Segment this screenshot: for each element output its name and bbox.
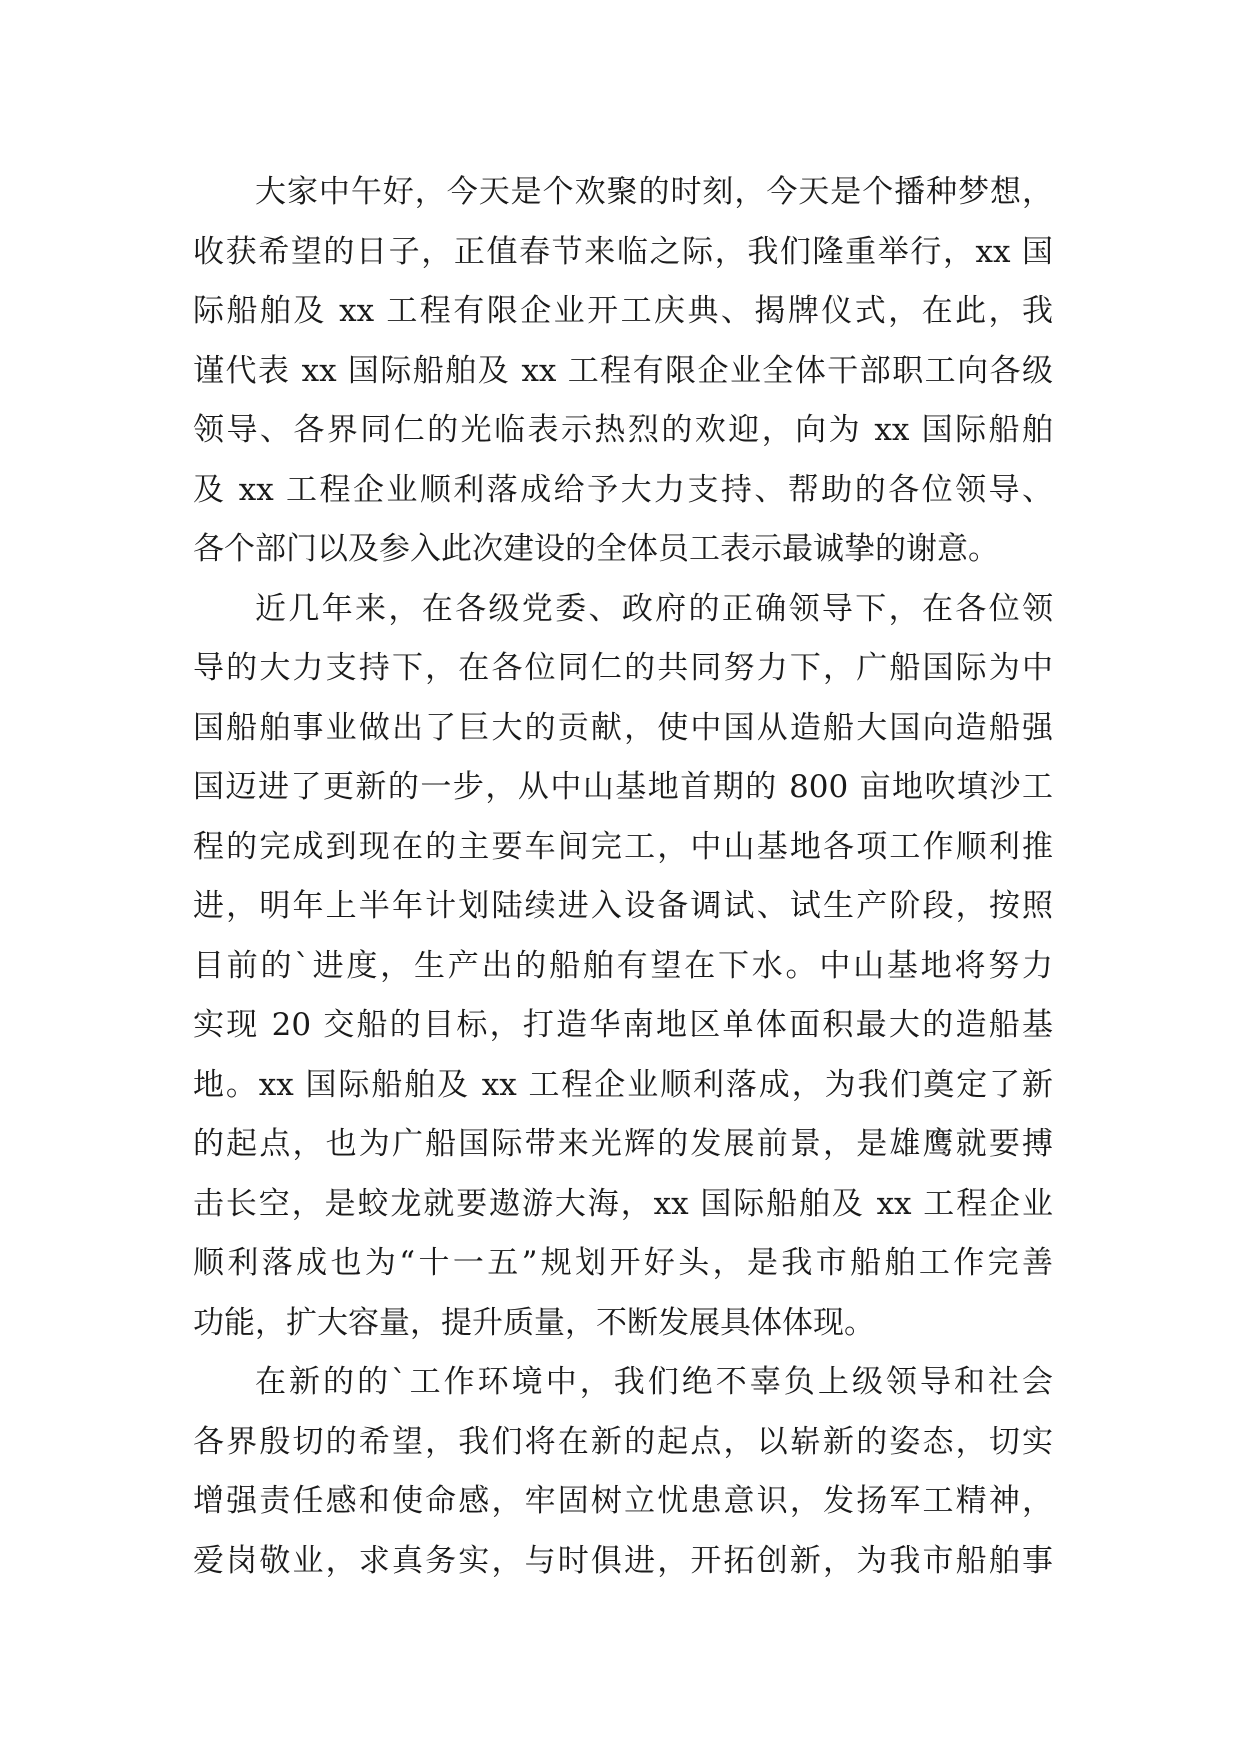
text-line: 导的大力支持下，在各位同仁的共同努力下，广船国际为中 bbox=[193, 650, 1053, 686]
text-line: 国船舶事业做出了巨大的贡献，使中国从造船大国向造船强 bbox=[193, 709, 1053, 746]
text-line: 收获希望的日子，正值春节来临之际，我们隆重举行，xx 国 bbox=[193, 233, 1053, 270]
document-body bbox=[193, 163, 1053, 1591]
text-line: 地。xx 国际船舶及 xx 工程企业顺利落成，为我们奠定了新 bbox=[193, 1066, 1053, 1103]
text-line: 大家中午好，今天是个欢聚的时刻，今天是个播种梦想， bbox=[255, 174, 1053, 210]
text-line: 各个部门以及参入此次建设的全体员工表示最诚挚的谢意。 bbox=[193, 531, 999, 567]
text-line: 顺利落成也为“十一五”规划开好头，是我市船舶工作完善 bbox=[193, 1245, 1053, 1281]
text-line: 目前的`进度，生产出的船舶有望在下水。中山基地将努力 bbox=[193, 947, 1053, 984]
text-line: 谨代表 xx 国际船舶及 xx 工程有限企业全体干部职工向各级 bbox=[193, 352, 1053, 389]
text-line: 际船舶及 xx 工程有限企业开工庆典、揭牌仪式，在此，我 bbox=[193, 293, 1053, 329]
text-line: 及 xx 工程企业顺利落成给予大力支持、帮助的各位领导、 bbox=[193, 471, 1053, 508]
paragraph-1 bbox=[193, 163, 1053, 580]
text-line: 进，明年上半年计划陆续进入设备调试、试生产阶段，按照 bbox=[193, 888, 1053, 924]
text-line: 实现 20 交船的目标，打造华南地区单体面积最大的造船基 bbox=[193, 1007, 1053, 1043]
text-line: 领导、各界同仁的光临表示热烈的欢迎，向为 xx 国际船舶 bbox=[193, 412, 1053, 448]
text-line: 增强责任感和使命感，牢固树立忧患意识，发扬军工精神， bbox=[193, 1483, 1053, 1519]
text-line: 的起点，也为广船国际带来光辉的发展前景，是雄鹰就要搏 bbox=[193, 1126, 1053, 1162]
text-line: 国迈进了更新的一步，从中山基地首期的 800 亩地吹填沙工 bbox=[193, 769, 1053, 805]
text-line: 近几年来，在各级党委、政府的正确领导下，在各位领 bbox=[255, 590, 1053, 627]
text-line: 爱岗敬业，求真务实，与时俱进，开拓创新，为我市船舶事 bbox=[193, 1542, 1053, 1579]
text-line: 程的完成到现在的主要车间完工，中山基地各项工作顺利推 bbox=[193, 828, 1053, 865]
paragraph-3 bbox=[193, 1353, 1053, 1591]
text-line: 功能，扩大容量，提升质量，不断发展具体体现。 bbox=[193, 1304, 875, 1341]
text-line: 在新的的`工作环境中，我们绝不辜负上级领导和社会 bbox=[255, 1364, 1053, 1400]
paragraph-2 bbox=[193, 580, 1053, 1354]
text-line: 各界殷切的希望，我们将在新的起点，以崭新的姿态，切实 bbox=[193, 1423, 1053, 1460]
text-line: 击长空，是蛟龙就要遨游大海，xx 国际船舶及 xx 工程企业 bbox=[193, 1185, 1053, 1222]
